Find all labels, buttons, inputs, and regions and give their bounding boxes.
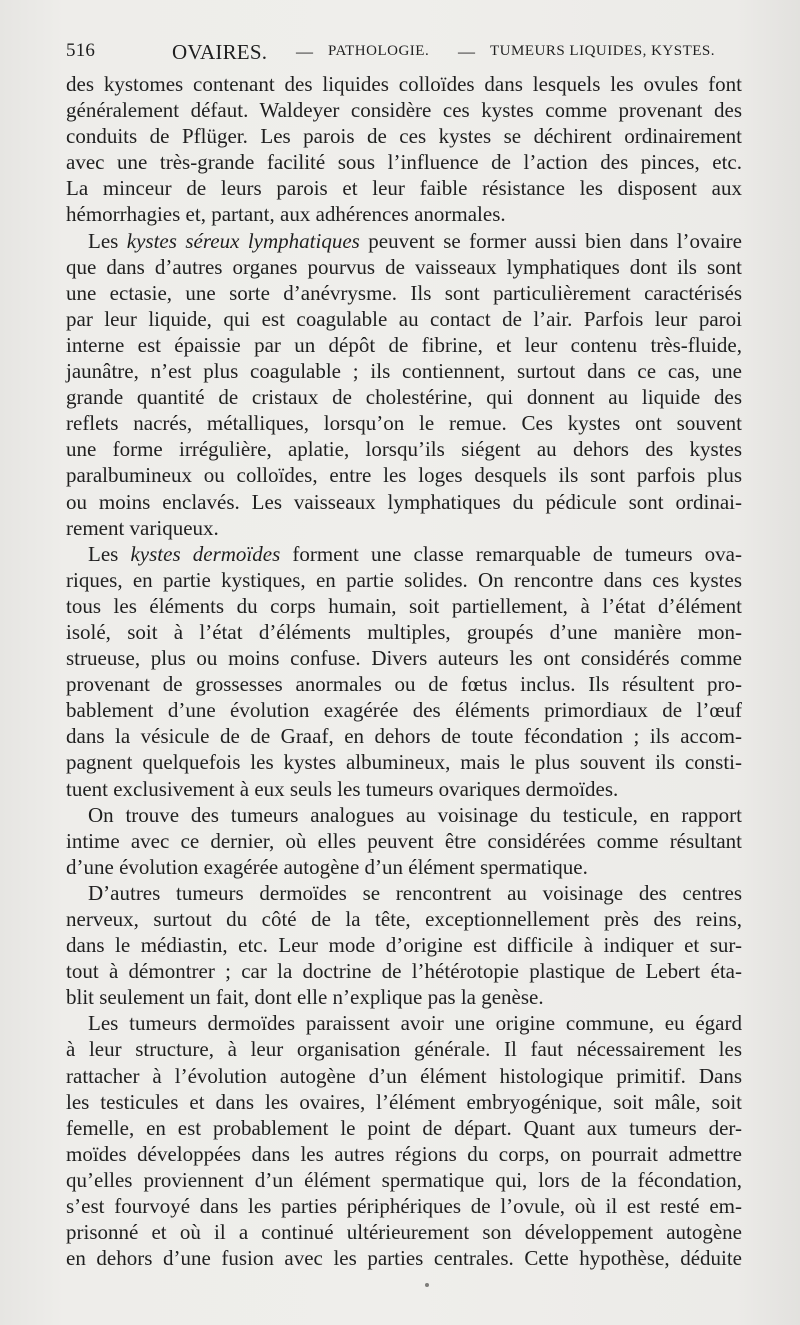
header-subsection: TUMEURS LIQUIDES, KYSTES. [490,43,716,59]
text-line: bablement d’une évolution exagérée des éléments primordiaux de l’œuf [66,698,742,723]
text-line: D’autres tumeurs dermoïdes se rencontrent au voisinage des centres [88,880,742,905]
text-line: riques, en partie kystiques, en partie solides. On rencontre dans ces kystes [66,567,742,592]
text-line: blit seulement un fait, dont elle n’explique pas la genèse. [66,985,544,1010]
text-line: tous les éléments du corps humain, soit partiellement, à l’état d’élément [66,593,742,618]
text-line: s’est fourvoyé dans les parties périphériques de l’ovule, où il est resté em- [66,1194,742,1219]
text-line: en dehors d’une fusion avec les parties centrales. Cette hypothèse, déduite [66,1246,742,1271]
text-line: Les tumeurs dermoïdes paraissent avoir une origine commune, eu égard [88,1011,742,1036]
text-line: provenant de grossesses anormales ou de fœtus inclus. Ils résultent pro- [66,672,742,697]
text-line: dans la vésicule de de Graaf, en dehors de toute fécondation ; ils accom- [66,724,742,749]
text-line: à leur structure, à leur organisation générale. Il faut nécessairement les [66,1037,742,1062]
italic-term: kystes séreux lymphatiques [126,228,360,253]
text-line: des kystomes contenant des liquides colloïdes dans lesquels les ovules font [66,72,742,96]
text-line: prisonné et où il a continué ultérieurement son développement autogène [66,1220,742,1245]
text-line: rattacher à l’évolution autogène d’un élément histologique primitif. Dans [66,1063,742,1088]
text-line: une ectasie, une sorte d’anévrysme. Ils sont particulièrement caractérisés [66,280,742,305]
text-line [66,541,742,567]
text-line: paralbumineux ou colloïdes, entre les loges desquels ils sont parfois plus [66,463,742,488]
running-header [66,40,742,74]
text-line: les testicules et dans les ovaires, l’élément embryogénique, soit mâle, soit [66,1089,742,1114]
text-run: forment une classe remarquable de tumeurs ova- [280,541,742,566]
text-line: intime avec ce dernier, où elles peuvent être considérées comme résultant [66,828,742,853]
text-line: interne est épaissie par un dépôt de fibrine, et leur contenu très-fluide, [66,332,742,357]
text-line: reflets nacrés, métalliques, lorsqu’on le remue. Ces kystes ont souvent [66,411,742,436]
header-separator: — [296,42,314,61]
text-run: peuvent se former aussi bien dans l’ovaire [359,228,742,253]
text-line: avec une très-grande facilité sous l’influence de l’action des pinces, etc. [66,150,742,175]
text-line: tuent exclusivement à eux seuls les tumeurs ovariques dermoïdes. [66,776,619,801]
header-section: PATHOLOGIE. [328,43,430,59]
text-line: qu’elles proviennent d’un élément spermatique qui, lors de la fécondation, [66,1167,742,1192]
text-line: généralement défaut. Waldeyer considère ces kystes comme provenant des [66,98,742,123]
header-title: OVAIRES. [172,40,268,64]
text-line [66,228,742,254]
italic-term: kystes dermoïdes [130,541,281,566]
text-line: pagnent quelquefois les kystes albumineux, mais le plus souvent ils consti- [66,750,742,775]
body-text [66,71,742,1271]
text-line: moïdes développées dans les autres régions du corps, on pourrait admettre [66,1141,742,1166]
page-number: 516 [66,40,96,61]
page-speck [425,1283,429,1287]
text-line: isolé, soit à l’état d’éléments multiples, groupés d’une manière mon- [66,619,742,644]
text-line: hémorrhagies et, partant, aux adhérences anormales. [66,202,506,227]
text-run: Les [88,541,131,566]
text-line: nerveux, surtout du côté de la tête, exceptionnellement près des reins, [66,907,742,931]
text-line: que dans d’autres organes pourvus de vaisseaux lymphatiques dont ils sont [66,254,742,279]
text-line: jaunâtre, n’est plus coagulable ; ils contiennent, surtout dans ce cas, une [66,359,742,384]
text-line: femelle, en est probablement le point de départ. Quant aux tumeurs der- [66,1115,742,1140]
text-line: tout à démontrer ; car la doctrine de l’hétérotopie plastique de Lebert éta- [66,959,742,984]
text-line: conduits de Pflüger. Les parois de ces kystes se déchirent ordinairement [66,124,742,149]
text-line: On trouve des tumeurs analogues au voisinage du testicule, en rapport [88,802,742,827]
text-line: strueuse, plus ou moins confuse. Divers auteurs les ont considérés comme [66,646,742,671]
text-line: rement variqueux. [66,515,219,540]
text-line: d’une évolution exagérée autogène d’un élément spermatique. [66,854,588,879]
text-run: Les [88,228,127,253]
text-line: La minceur de leurs parois et leur faible résistance les disposent aux [66,176,742,201]
text-line: par leur liquide, qui est coagulable au contact de l’air. Parfois leur paroi [66,306,742,331]
header-separator: — [458,42,476,61]
text-line: ou moins enclavés. Les vaisseaux lymphatiques du pédicule sont ordinai- [66,489,742,514]
text-line: dans le médiastin, etc. Leur mode d’origine est difficile à indiquer et sur- [66,933,742,958]
text-line: grande quantité de cristaux de cholestérine, qui donnent au liquide des [66,385,742,410]
text-line: une forme irrégulière, aplatie, lorsqu’ils siégent au dehors des kystes [66,437,742,462]
